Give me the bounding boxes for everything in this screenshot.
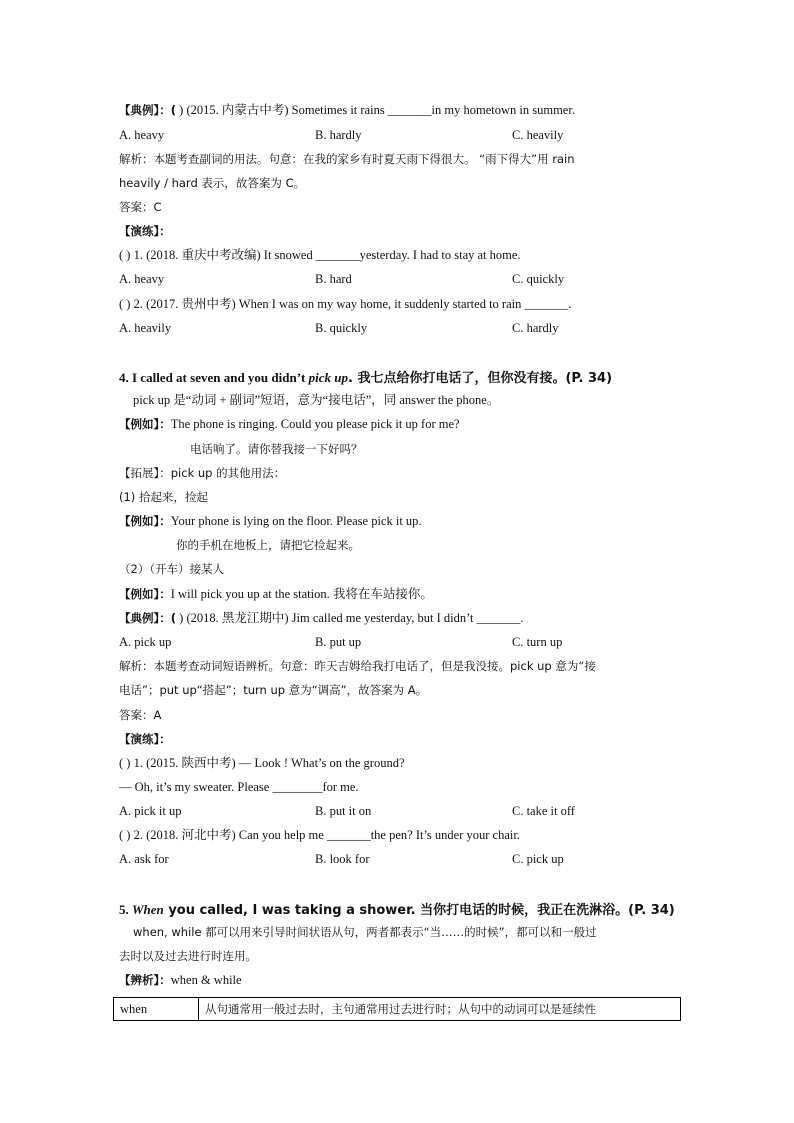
section-5-heading: 5. When you called, I was taking a shower. 当你打电话的时候，我正在洗淋浴。(P. 34): [119, 902, 675, 918]
option-c: C. turn up: [512, 635, 563, 649]
option-c: C. take it off: [512, 804, 575, 818]
comparison-table: [113, 997, 681, 1021]
option-a: A. ask for: [119, 852, 169, 866]
analysis-line-2: 电话”；put up“搭起”；turn up 意为“调高”，故答案为 A。: [119, 683, 428, 697]
section-4-heading: 4. I called at seven and you didn’t pick up. 我七点给你打电话了，但你没有接。(P. 34): [119, 370, 613, 386]
practice-question-2: ( ) 2. (2018. 河北中考) Can you help me _______the pen? It’s under your chair.: [119, 828, 520, 842]
usage-1: (1) 拾起来，捡起: [119, 490, 208, 504]
table-row: [114, 998, 681, 1021]
practice-question-1: ( ) 1. (2015. 陕西中考) — Look ! What’s on the ground?: [119, 756, 405, 770]
usage-2: （2）（开车）接某人: [119, 562, 225, 576]
example-translation-1: 电话响了。请你替我接一下好吗？: [190, 442, 363, 456]
table-cell-word: when: [114, 998, 199, 1021]
option-b: B. look for: [315, 852, 370, 866]
option-a: A. pick it up: [119, 804, 182, 818]
extend-label: 【拓展】：pick up 的其他用法：: [119, 466, 286, 480]
option-a: A. pick up: [119, 635, 172, 649]
option-c: C. hardly: [512, 321, 559, 335]
option-c: C. pick up: [512, 852, 564, 866]
option-a: A. heavy: [119, 128, 165, 142]
option-c: C. heavily: [512, 128, 564, 142]
option-c: C. quickly: [512, 272, 565, 286]
section-4-intro: pick up 是“动词 + 副词”短语，意为“接电话”，同 answer the phone。: [133, 393, 500, 407]
example-question-4: 【典例】：( ) (2018. 黑龙江期中) Jim called me yesterday, but I didn’t _______.: [119, 611, 524, 625]
practice-label: 【演练】：: [119, 224, 171, 238]
option-b: B. hard: [315, 272, 352, 286]
practice-question-1-line-2: — Oh, it’s my sweater. Please ________for me.: [119, 780, 359, 794]
analysis-line-1: 解析：本题考查动词短语辨析。句意：昨天吉姆给我打电话了，但是我没接。pick up 意为“接: [119, 659, 596, 673]
option-b: B. put it on: [315, 804, 372, 818]
example-sentence-3: 【例如】：I will pick you up at the station. 我将在车站接你。: [119, 587, 433, 601]
compare-heading: 【辨析】：when & while: [119, 973, 242, 987]
option-a: A. heavily: [119, 321, 172, 335]
answer: 答案：C: [119, 200, 162, 214]
section-5-intro-1: when, while 都可以用来引导时间状语从句，两者都表示“当……的时候”，都可以和一般过: [133, 925, 597, 939]
option-a: A. heavy: [119, 272, 165, 286]
example-sentence-1: 【例如】：The phone is ringing. Could you please pick it up for me?: [119, 417, 460, 431]
table-cell-desc: 从句通常用一般过去时，主句通常用过去进行时；从句中的动词可以是延续性: [199, 998, 681, 1021]
answer: 答案：A: [119, 708, 162, 722]
section-5-intro-2: 去时以及过去进行时连用。: [119, 949, 257, 963]
practice-question-1: ( ) 1. (2018. 重庆中考改编) It snowed _______yesterday. I had to stay at home.: [119, 248, 521, 262]
option-b: B. hardly: [315, 128, 362, 142]
example-translation-2: 你的手机在地板上，请把它捡起来。: [176, 538, 360, 552]
practice-label: 【演练】：: [119, 732, 171, 746]
option-b: B. put up: [315, 635, 362, 649]
option-b: B. quickly: [315, 321, 368, 335]
analysis-line-2: heavily / hard 表示，故答案为 C。: [119, 176, 306, 190]
example-sentence-2: 【例如】：Your phone is lying on the floor. Please pick it up.: [119, 514, 422, 528]
practice-question-2: ( ) 2. (2017. 贵州中考) When I was on my way home, it suddenly started to rain _______.: [119, 297, 572, 311]
analysis-line-1: 解析：本题考查副词的用法。句意：在我的家乡有时夏天雨下得很大。 “雨下得大”用 rain: [119, 152, 575, 166]
example-question-3: 【典例】：( ) (2015. 内蒙古中考) Sometimes it rains _______in my hometown in summer.: [119, 103, 575, 117]
